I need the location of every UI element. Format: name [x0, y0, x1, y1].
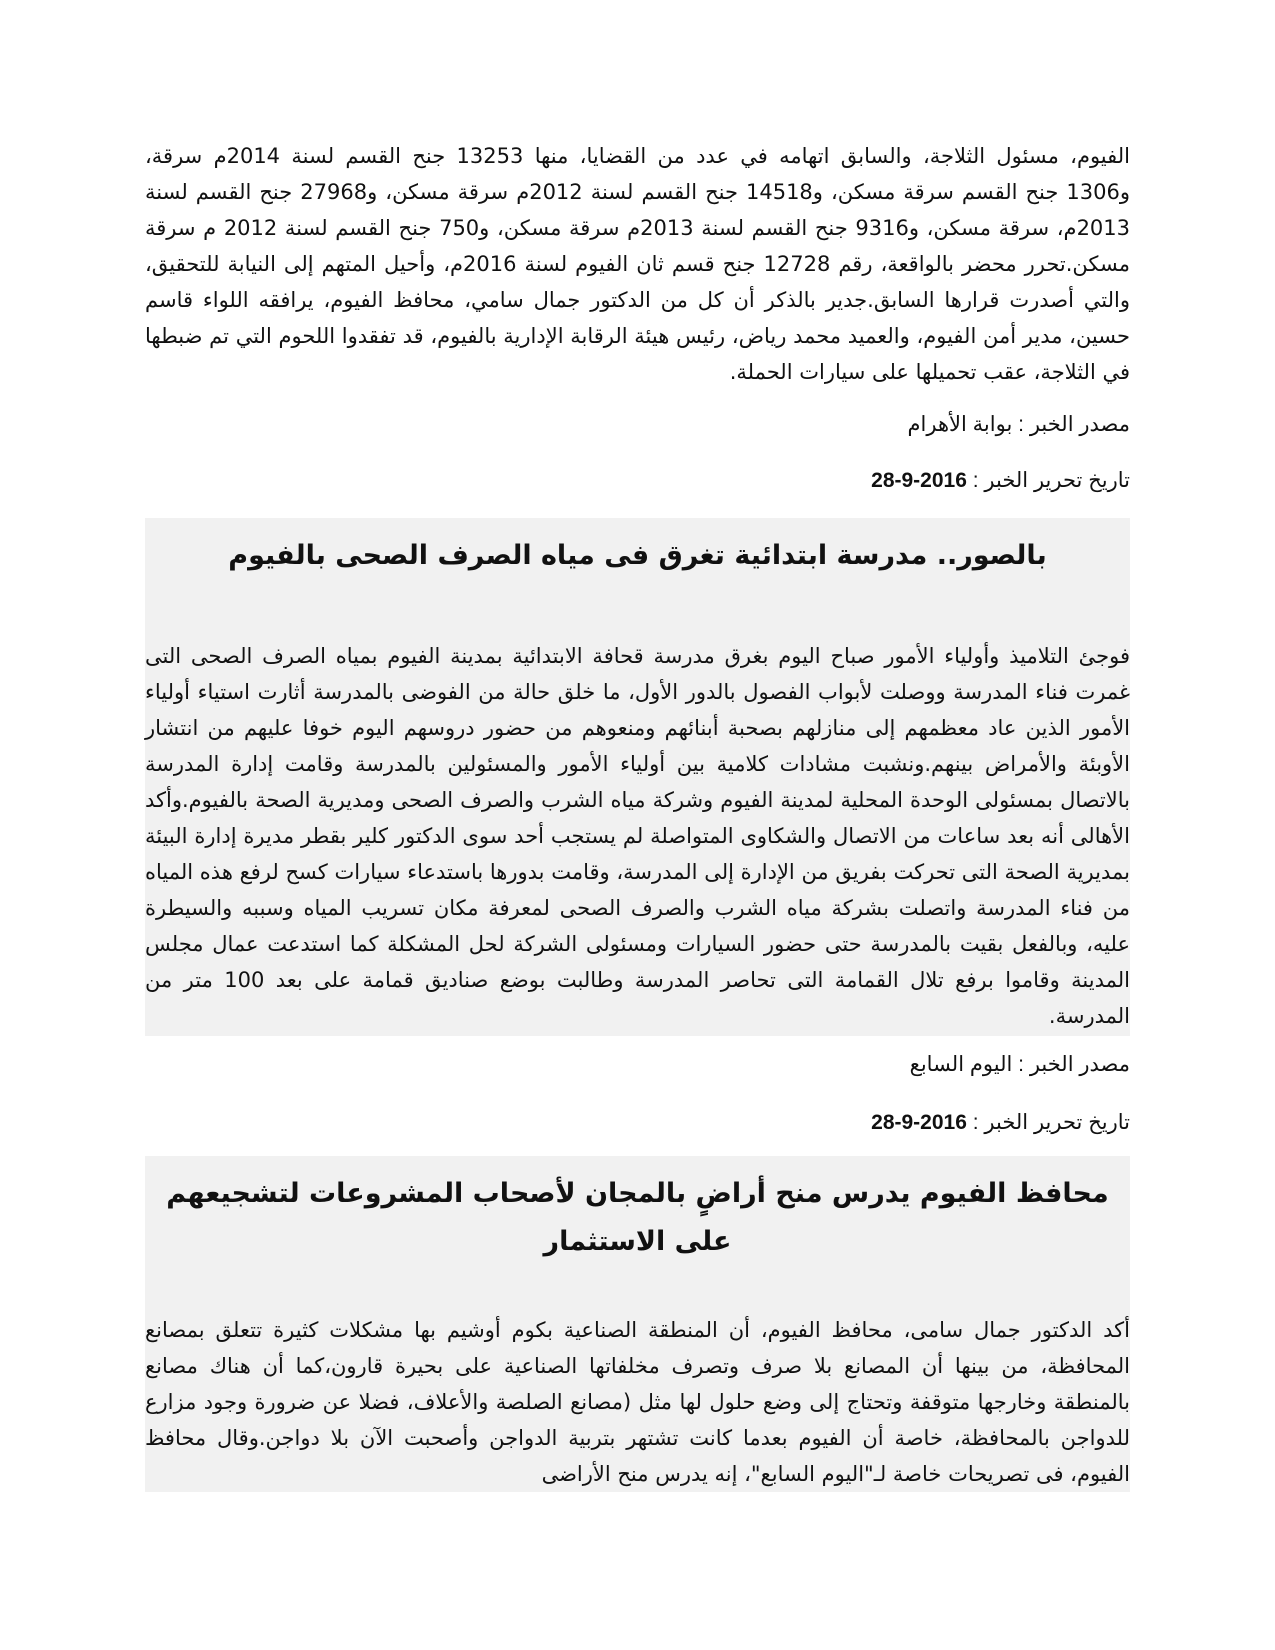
- article-3-body: أكد الدكتور جمال سامى، محافظ الفيوم، أن المنطقة الصناعية بكوم أوشيم بها مشكلات كثيرة تتعلق بمصانع المحافظة، من بينها أن المصانع بلا صرف وتصرف مخلفاتها الصناعية على بحيرة قارون،كما أن هناك مصانع بالمنطقة وخارجها متوقفة وتحتاج إلى وضع حلول لها مثل (مصانع الصلصة والأعلاف، فضلا عن ضرورة وجود مزارع للدواجن بالمحافظة، خاصة أن الفيوم بعدما كانت تشتهر بتربية الدواجن وأصحبت الآن بلا دواجن.وقال محافظ الفيوم، فى تصريحات خاصة لـ"اليوم السابع"، إنه يدرس منح الأراضى: [145, 1318, 1130, 1486]
- article-2: [145, 518, 1130, 1036]
- document-page: [145, 138, 1130, 1492]
- date-value: 28-9-2016: [871, 469, 967, 492]
- date-label: تاريخ تحرير الخبر :: [966, 1111, 1130, 1134]
- article-2-body: فوجئ التلاميذ وأولياء الأمور صباح اليوم بغرق مدرسة قحافة الابتدائية بمدينة الفيوم بمياه الصرف الصحى التى غمرت فناء المدرسة ووصلت لأبواب الفصول بالدور الأول، ما خلق حالة من الفوضى بالمدرسة أثارت استياء أولياء الأمور الذين عاد معظمهم إلى منازلهم بصحبة أبنائهم ومنعوهم من حضور دروسهم اليوم خوفا عليهم من انتشار الأوبئة والأمراض بينهم.ونشبت مشادات كلامية بين أولياء الأمور والمسئولين بالمدرسة وقامت إدارة المدرسة بالاتصال بمسئولى الوحدة المحلية لمدينة الفيوم وشركة مياه الشرب والصرف الصحى ومديرية الصحة بالفيوم.وأكد الأهالى أنه بعد ساعات من الاتصال والشكاوى المتواصلة لم يستجب أحد سوى الدكتور كلير بقطر مديرة إدارة البيئة بمديرية الصحة التى تحركت بفريق من الإدارة إلى المدرسة، وقامت بدورها باستدعاء سيارات كسح لرفع هذه المياه من فناء المدرسة واتصلت بشركة مياه الشرب والصرف الصحى لمعرفة مكان تسريب المياه وسببه والسيطرة عليه، وبالفعل بقيت بالمدرسة حتى حضور السيارات ومسئولى الشركة لحل المشكلة كما استدعت عمال مجلس المدينة وقاموا برفع تلال القمامة التى تحاصر المدرسة وطالبت بوضع صناديق قمامة على بعد 100 متر من المدرسة.: [145, 644, 1130, 1028]
- date-label: تاريخ تحرير الخبر :: [966, 469, 1130, 492]
- source-value: اليوم السابع: [909, 1053, 1013, 1076]
- article-3-headline: محافظ الفيوم يدرس منح أراضٍ بالمجان لأصحاب المشروعات لتشجيعهم على الاستثمار: [166, 1178, 1109, 1257]
- article-3: [145, 1156, 1130, 1492]
- source-label: مصدر الخبر :: [1012, 413, 1130, 436]
- article-1-date: [145, 466, 1130, 496]
- article-2-headline: بالصور.. مدرسة ابتدائية تغرق فى مياه الصرف الصحى بالفيوم: [228, 540, 1047, 571]
- article-2-date: [145, 1108, 1130, 1138]
- date-value: 28-9-2016: [871, 1111, 967, 1134]
- source-value: بوابة الأهرام: [907, 413, 1013, 436]
- article-1-body: الفيوم، مسئول الثلاجة، والسابق اتهامه في عدد من القضايا، منها 13253 جنح القسم لسنة 2014م سرقة، و1306 جنح القسم سرقة مسكن، و14518 جنح القسم لسنة 2012م سرقة مسكن، و27968 جنح القسم لسنة 2013م، سرقة مسكن، و9316 جنح القسم لسنة 2013م سرقة مسكن، و750 جنح القسم لسنة 2012 م سرقة مسكن.تحرر محضر بالواقعة، رقم 12728 جنح قسم ثان الفيوم لسنة 2016م، وأحيل المتهم إلى النيابة للتحقيق، والتي أصدرت قرارها السابق.جدير بالذكر أن كل من الدكتور جمال سامي، محافظ الفيوم، يرافقه اللواء قاسم حسين، مدير أمن الفيوم، والعميد محمد رياض، رئيس هيئة الرقابة الإدارية بالفيوم، قد تفقدوا اللحوم التي تم ضبطها في الثلاجة، عقب تحميلها على سيارات الحملة.: [145, 144, 1131, 384]
- article-1-source: [145, 410, 1130, 440]
- source-label: مصدر الخبر :: [1012, 1053, 1130, 1076]
- article-2-source: [145, 1050, 1130, 1080]
